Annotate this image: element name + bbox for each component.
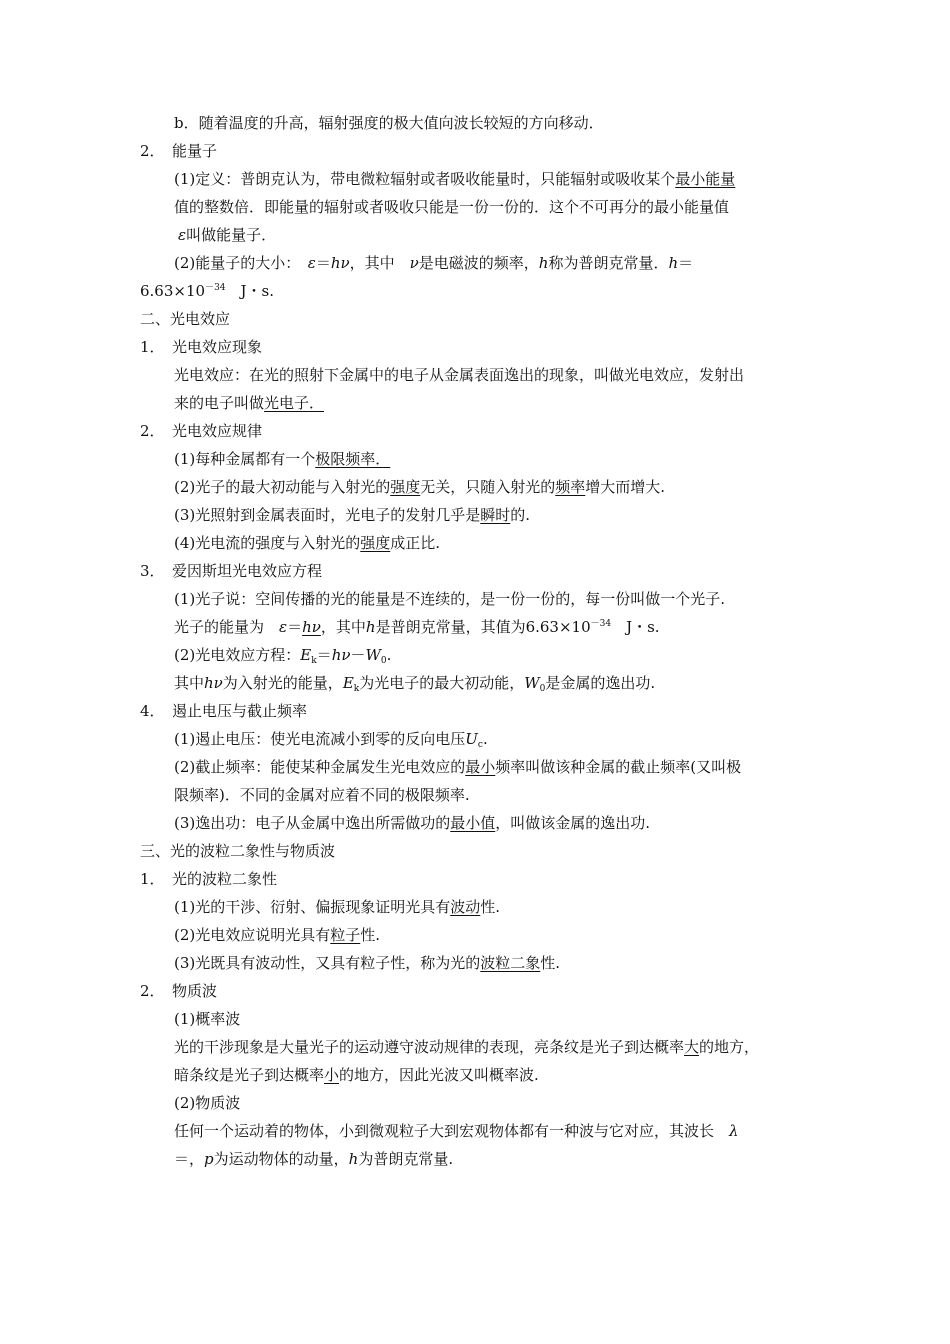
text-segment: (3)光照射到金属表面时，光电子的发射几乎是: [174, 506, 481, 524]
text-line: [174, 1121, 739, 1141]
text-segment: (1)概率波: [174, 1010, 241, 1028]
text-segment: E: [342, 674, 354, 692]
text-segment: 的地方，因此光波又叫概率波.: [339, 1066, 539, 1084]
underlined-answer: 光电子．: [264, 394, 325, 412]
text-segment: (3)逸出功：电子从金属中逸出所需做功的: [174, 814, 451, 832]
text-segment: 称为普朗克常量．: [548, 254, 669, 272]
text-line: [174, 197, 729, 217]
text-line: [174, 169, 735, 189]
text-line: [140, 841, 335, 861]
text-line: [140, 869, 277, 889]
text-line: [174, 1065, 539, 1085]
text-line: [140, 701, 307, 721]
underlined-answer: 大: [684, 1038, 700, 1056]
underlined-answer: 最小值: [450, 814, 496, 832]
text-segment: h: [668, 254, 679, 272]
text-segment: hν: [331, 646, 351, 664]
text-segment: 6.63×10: [140, 282, 206, 300]
underlined-answer: 瞬时: [480, 506, 511, 524]
text-segment: h: [365, 618, 376, 636]
subscript: 0: [380, 656, 387, 666]
text-segment: 是普朗克常量，其值为6.63×10: [375, 618, 591, 636]
text-segment: ε: [307, 254, 316, 272]
text-segment: 二、光电效应: [140, 310, 231, 328]
text-segment: 为光电子的最大初动能，: [359, 674, 525, 692]
text-segment: 性.: [360, 926, 381, 944]
text-segment: (2)光子的最大初动能与入射光的: [174, 478, 391, 496]
underlined-answer: hν: [302, 618, 321, 636]
text-segment: U: [465, 730, 478, 748]
text-line: [174, 645, 391, 665]
text-segment: ＝: [287, 618, 303, 636]
text-segment: 光子的能量为: [174, 618, 280, 636]
text-line: [174, 617, 660, 637]
text-segment: (3)光既具有波动性，又具有粒子性，称为光的: [174, 954, 481, 972]
text-line: [140, 309, 230, 329]
text-segment: E: [300, 646, 312, 664]
underlined-answer: 波动: [450, 898, 481, 916]
text-segment: hν: [204, 674, 223, 692]
text-segment: 是电磁波的频率，: [418, 254, 539, 272]
underlined-answer: 频率: [555, 478, 586, 496]
subscript: c: [477, 740, 483, 750]
underlined-answer: 波粒二象: [480, 954, 541, 972]
text-segment: 三、光的波粒二象性与物质波: [140, 842, 336, 860]
text-segment: ＝: [316, 646, 332, 664]
text-line: [174, 365, 744, 385]
text-segment: 光电效应：在光的照射下金属中的电子从金属表面逸出的现象，叫做光电效应，发射出: [174, 366, 745, 384]
text-segment: J・s.: [611, 618, 660, 636]
text-segment: 光的干涉现象是大量光子的运动遵守波动规律的表现，亮条纹是光子到达概率: [174, 1038, 685, 1056]
text-line: [140, 141, 217, 161]
subscript: k: [353, 684, 360, 694]
text-segment: 任何一个运动着的物体，小到微观粒子大到宏观物体都有一种波与它对应，其波长: [174, 1122, 730, 1140]
text-segment: 暗条纹是光子到达概率: [174, 1066, 325, 1084]
text-line: [174, 589, 725, 609]
text-segment: 增大而增大.: [585, 478, 666, 496]
text-line: [174, 477, 665, 497]
text-line: [174, 533, 440, 553]
text-segment: .: [482, 730, 488, 748]
text-segment: h: [538, 254, 549, 272]
text-segment: .: [386, 646, 392, 664]
text-segment: 3． 爱因斯坦光电效应方程: [140, 562, 323, 580]
text-segment: J・s.: [225, 282, 274, 300]
underlined-answer: 小: [324, 1066, 340, 1084]
text-segment: (1)光子说：空间传播的光的能量是不连续的，是一份一份的，每一份叫做一个光子.: [174, 590, 726, 608]
text-segment: (1)每种金属都有一个: [174, 450, 316, 468]
text-segment: －: [350, 646, 366, 664]
text-segment: (4)光电流的强度与入射光的: [174, 534, 361, 552]
text-segment: (2)能量子的大小：: [174, 254, 308, 272]
text-line: [174, 1093, 240, 1113]
text-segment: 4． 遏止电压与截止频率: [140, 702, 308, 720]
text-segment: 是金属的逸出功.: [545, 674, 656, 692]
underlined-answer: 强度: [390, 478, 421, 496]
text-segment: hν: [330, 254, 350, 272]
text-line: [174, 1009, 240, 1029]
text-segment: 值的整数倍．即能量的辐射或者吸收只能是一份一份的．这个不可再分的最小能量值: [174, 198, 730, 216]
text-segment: 其中: [174, 674, 205, 692]
text-segment: ＝，: [174, 1150, 205, 1168]
text-line: [174, 449, 390, 469]
text-segment: (2)截止频率：能使某种金属发生光电效应的: [174, 758, 466, 776]
text-segment: (2)物质波: [174, 1094, 241, 1112]
text-segment: ，叫做该金属的逸出功.: [495, 814, 651, 832]
superscript: －34: [205, 283, 226, 293]
superscript: －34: [590, 619, 612, 629]
text-segment: 为入射光的能量，: [222, 674, 343, 692]
text-segment: 的地方，: [699, 1038, 760, 1056]
text-segment: W: [524, 674, 540, 692]
text-line: [174, 253, 693, 273]
text-line: [140, 281, 274, 301]
text-segment: p: [204, 1150, 214, 1168]
text-segment: 限频率)．不同的金属对应着不同的极限频率.: [174, 786, 470, 804]
text-segment: 为普朗克常量.: [358, 1150, 454, 1168]
text-segment: ε: [279, 618, 288, 636]
text-line: [140, 337, 262, 357]
text-segment: 2． 物质波: [140, 982, 218, 1000]
text-segment: W: [365, 646, 381, 664]
text-line: [140, 981, 217, 1001]
text-segment: 2． 能量子: [140, 142, 218, 160]
text-segment: ν: [409, 254, 419, 272]
text-line: [174, 813, 650, 833]
text-segment: ，其中: [320, 618, 366, 636]
text-segment: h: [348, 1150, 359, 1168]
text-segment: ＝: [678, 254, 694, 272]
text-line: [174, 505, 530, 525]
text-segment: 的.: [510, 506, 531, 524]
text-line: [174, 393, 324, 413]
text-line: [174, 113, 604, 133]
text-segment: λ: [729, 1122, 739, 1140]
text-segment: (2)光电效应方程：: [174, 646, 301, 664]
text-segment: 1． 光电效应现象: [140, 338, 263, 356]
text-segment: 2． 光电效应规律: [140, 422, 263, 440]
text-line: [174, 673, 655, 693]
underlined-answer: 强度: [360, 534, 391, 552]
text-segment: 为运动物体的动量，: [213, 1150, 349, 1168]
text-segment: 性.: [480, 898, 501, 916]
text-segment: 无关，只随入射光的: [420, 478, 556, 496]
text-segment: (1)定义：普朗克认为，带电微粒辐射或者吸收能量时，只能辐射或吸收某个: [174, 170, 676, 188]
subscript: k: [311, 656, 317, 666]
text-segment: 频率叫做该种金属的截止频率(又叫极: [495, 758, 742, 776]
text-segment: 来的电子叫做: [174, 394, 265, 412]
subscript: 0: [539, 684, 546, 694]
underlined-answer: 最小能量: [675, 170, 736, 188]
text-line: [174, 729, 488, 749]
text-segment: 叫做能量子．: [186, 226, 277, 244]
text-line: [140, 561, 322, 581]
underlined-answer: 粒子: [330, 926, 361, 944]
text-segment: ＝: [315, 254, 331, 272]
text-segment: ε: [178, 226, 187, 244]
text-segment: b．随着温度的升高，辐射强度的极大值向波长较短的方向移动．: [174, 114, 604, 132]
text-line: [140, 421, 262, 441]
text-line: [174, 785, 470, 805]
text-line: [174, 925, 380, 945]
text-line: [174, 757, 741, 777]
text-line: [174, 953, 560, 973]
underlined-answer: 极限频率．: [315, 450, 391, 468]
text-line: [174, 1037, 759, 1057]
text-segment: 性.: [540, 954, 561, 972]
underlined-answer: 最小: [465, 758, 496, 776]
text-line: [174, 897, 500, 917]
text-line: [174, 1149, 453, 1169]
text-line: [178, 225, 276, 245]
text-segment: 成正比.: [390, 534, 441, 552]
text-segment: (2)光电效应说明光具有: [174, 926, 331, 944]
text-segment: 1． 光的波粒二象性: [140, 870, 278, 888]
text-segment: (1)遏止电压：使光电流减小到零的反向电压: [174, 730, 466, 748]
text-segment: ，其中: [349, 254, 410, 272]
text-segment: (1)光的干涉、衍射、偏振现象证明光具有: [174, 898, 451, 916]
